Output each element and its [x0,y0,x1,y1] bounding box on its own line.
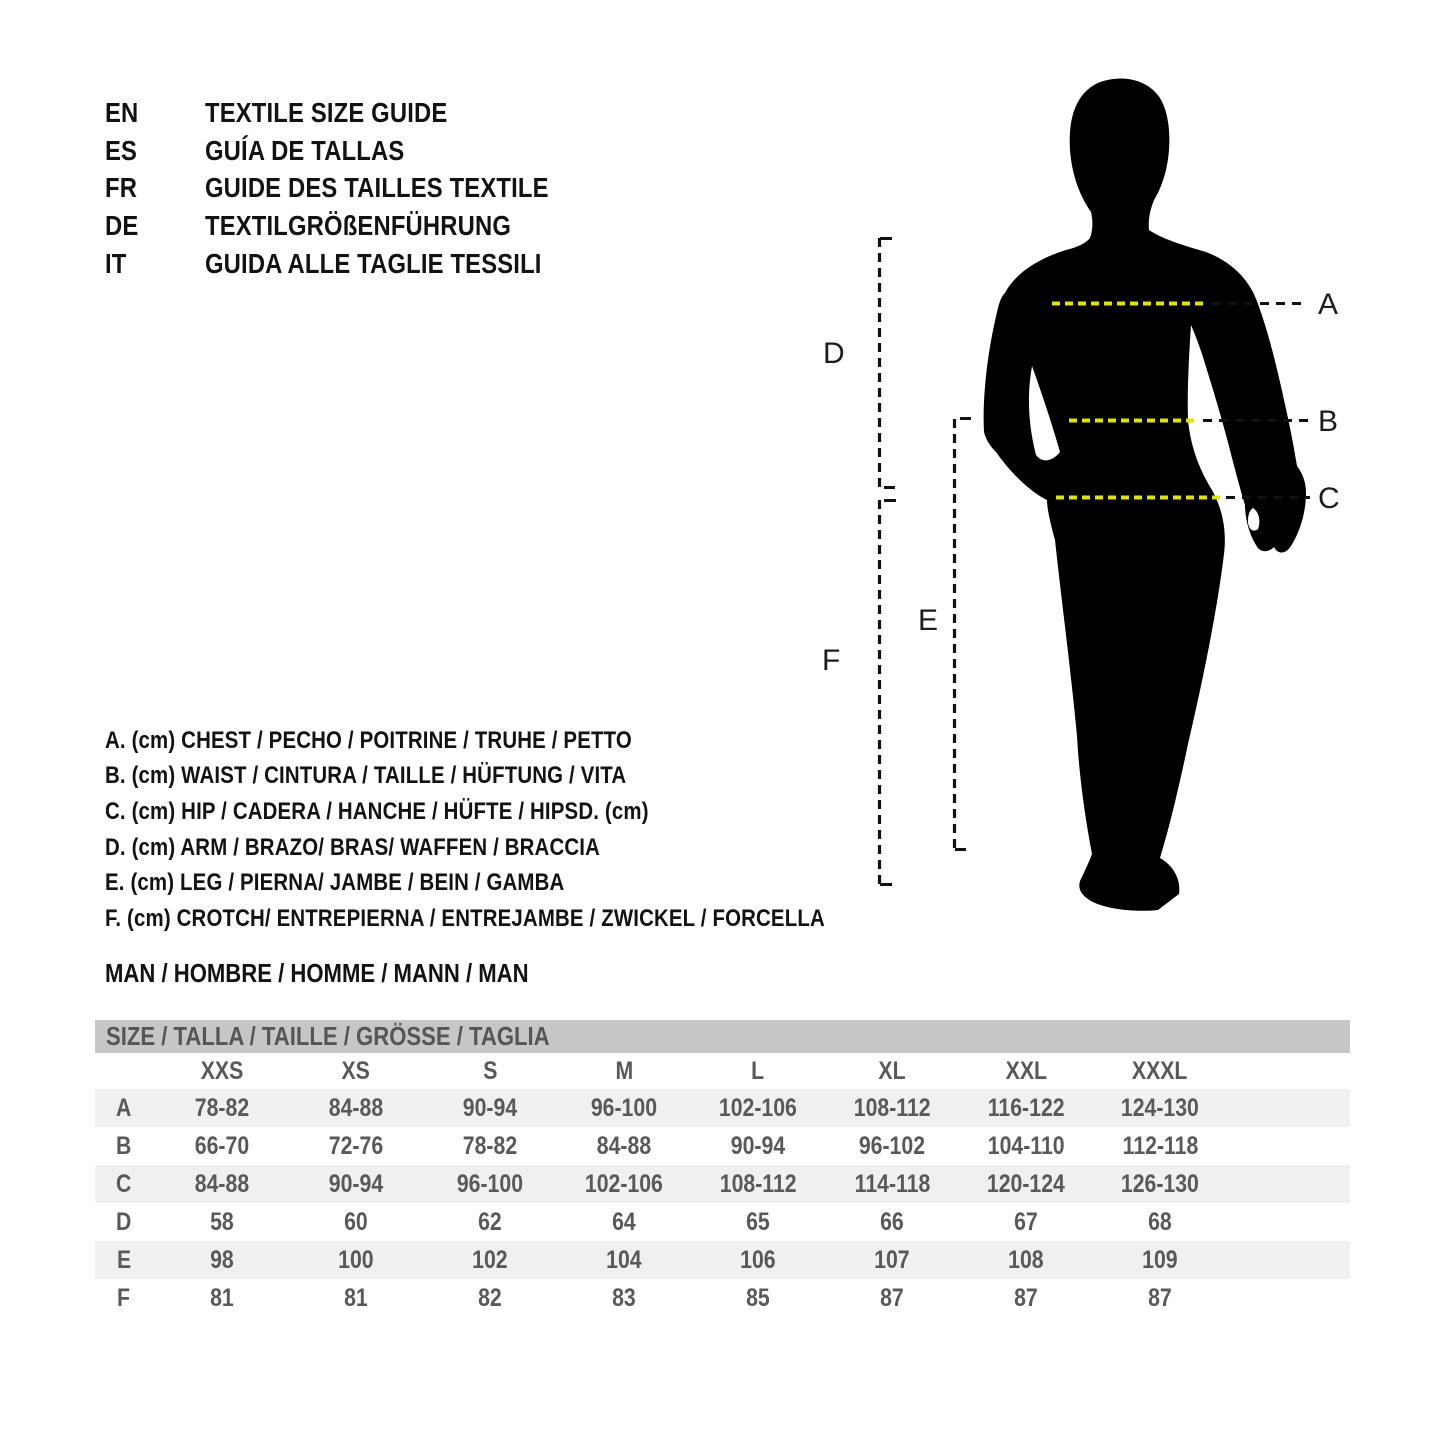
table-cell: 78-82 [462,1131,518,1160]
table-cell: 68 [1148,1207,1172,1236]
table-cell: 90-94 [462,1093,518,1122]
table-cell: 114-118 [854,1169,930,1198]
measurement-legend [105,723,952,937]
size-table-header-text: SIZE / TALLA / TAILLE / GRÖSSE / TAGLIA [106,1021,550,1051]
table-cell: 87 [1014,1283,1038,1312]
language-code: FR [105,172,138,204]
table-cell: 108 [1008,1245,1044,1274]
table-cell: 81 [210,1283,234,1312]
title-row [105,245,609,283]
legend-item-leg: E. (cm) LEG / PIERNA/ JAMBE / BEIN / GAMBA [105,869,565,897]
table-cell: 104 [606,1245,642,1274]
table-cell: 120-124 [987,1169,1065,1198]
column-header: XXS [200,1056,244,1085]
filler-cell [1227,1127,1350,1165]
size-table-header [95,1020,1350,1053]
table-row-leg [95,1241,1350,1279]
table-cell: 102-106 [585,1169,663,1198]
leg-measure-label: E [918,604,939,637]
category-title [105,955,603,991]
column-header: S [482,1056,498,1085]
table-cell: 116-122 [987,1093,1065,1122]
table-row-crotch [95,1279,1350,1317]
table-cell: 126-130 [1121,1169,1199,1198]
chest-measure-label: A [1318,288,1339,321]
language-code: IT [105,248,127,280]
table-cell: 72-76 [328,1131,384,1160]
guide-title: GUÍA DE TALLAS [205,134,405,166]
table-cell: 107 [874,1245,910,1274]
title-row [105,94,609,132]
table-cell: 84-88 [328,1093,384,1122]
guide-title: TEXTILE SIZE GUIDE [205,96,448,128]
language-code: DE [105,210,139,242]
table-cell: 83 [612,1283,636,1312]
table-cell: 66-70 [194,1131,250,1160]
empty-corner-cell [95,1053,155,1089]
filler-cell [1227,1279,1350,1317]
filler-cell [1227,1089,1350,1127]
table-row-chest [95,1089,1350,1127]
guide-title: GUIDE DES TAILLES TEXTILE [205,172,549,204]
table-cell: 67 [1014,1207,1038,1236]
row-label: E [116,1245,131,1274]
column-header: M [615,1056,633,1085]
crotch-measure-label: F [822,644,841,677]
table-cell: 109 [1142,1245,1178,1274]
table-cell: 66 [880,1207,904,1236]
row-label: A [115,1093,132,1122]
table-cell: 82 [478,1283,502,1312]
table-cell: 85 [746,1283,770,1312]
size-table [95,1020,1350,1317]
hip-measure-label: C [1318,482,1340,515]
waist-measure-label: B [1318,405,1339,438]
size-table-grid [95,1053,1350,1317]
table-cell: 87 [880,1283,904,1312]
row-label: C [115,1169,132,1198]
table-cell: 87 [1148,1283,1172,1312]
table-cell: 96-100 [590,1093,658,1122]
table-cell: 98 [210,1245,234,1274]
title-row [105,132,609,170]
language-code: ES [105,134,138,166]
table-cell: 62 [478,1207,502,1236]
table-cell: 81 [344,1283,368,1312]
guide-title: TEXTILGRÖßENFÜHRUNG [205,210,512,242]
legend-item-arm: D. (cm) ARM / BRAZO/ BRAS/ WAFFEN / BRACCIA [105,833,601,861]
table-cell: 90-94 [730,1131,786,1160]
filler-cell [1227,1165,1350,1203]
title-row [105,207,609,245]
column-header: XXL [1005,1056,1047,1085]
language-code: EN [105,96,139,128]
arm-measure-label: D [823,337,845,370]
table-row-waist [95,1127,1350,1165]
table-cell: 106 [740,1245,776,1274]
column-header: XL [878,1056,906,1085]
table-cell: 90-94 [328,1169,384,1198]
table-cell: 108-112 [853,1093,931,1122]
table-cell: 78-82 [194,1093,250,1122]
table-cell: 102 [472,1245,508,1274]
column-header: XS [341,1056,371,1085]
column-header: L [751,1056,765,1085]
filler-cell [1227,1053,1350,1089]
table-cell: 65 [746,1207,770,1236]
table-cell: 102-106 [719,1093,797,1122]
title-row [105,170,609,208]
table-cell: 112-118 [1122,1131,1198,1160]
row-label: D [115,1207,132,1236]
table-row-hip [95,1165,1350,1203]
table-cell: 104-110 [987,1131,1065,1160]
table-cell: 100 [338,1245,374,1274]
filler-cell [1227,1241,1350,1279]
row-label: F [117,1283,131,1312]
filler-cell [1227,1203,1350,1241]
legend-item-waist: B. (cm) WAIST / CINTURA / TAILLE / HÜFTUNG / VITA [105,762,627,790]
legend-item-crotch: F. (cm) CROTCH/ ENTREPIERNA / ENTREJAMBE / ZWICKEL / FORCELLA [105,904,825,932]
table-cell: 124-130 [1121,1093,1199,1122]
table-cell: 108-112 [719,1169,797,1198]
legend-item-chest: A. (cm) CHEST / PECHO / POITRINE / TRUHE / PETTO [105,726,632,754]
table-cell: 96-100 [456,1169,524,1198]
table-row-arm [95,1203,1350,1241]
table-cell: 64 [612,1207,636,1236]
guide-title: GUIDA ALLE TAGLIE TESSILI [205,248,542,280]
category-title-text: MAN / HOMBRE / HOMME / MANN / MAN [105,957,529,988]
man-silhouette [984,79,1306,911]
table-cell: 84-88 [194,1169,250,1198]
column-header: XXXL [1132,1056,1188,1085]
table-cell: 96-102 [858,1131,926,1160]
row-label: B [115,1131,132,1160]
table-cell: 60 [344,1207,368,1236]
table-cell: 58 [210,1207,234,1236]
legend-item-hip: C. (cm) HIP / CADERA / HANCHE / HÜFTE / HIPSD. (cm) [105,797,649,825]
size-columns-row [95,1053,1350,1089]
title-block [105,94,609,283]
table-cell: 84-88 [596,1131,652,1160]
